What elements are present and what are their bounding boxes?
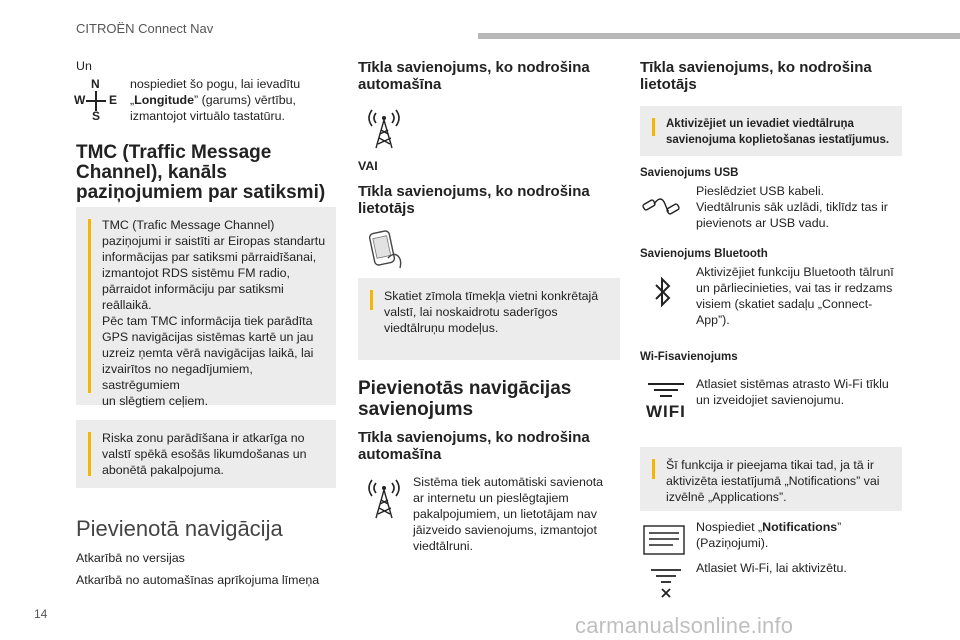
function-box bbox=[640, 447, 902, 511]
notifications-line1: Nospiediet „Notifications” bbox=[696, 520, 842, 534]
accent-bar bbox=[88, 219, 91, 393]
compat-box-text bbox=[384, 288, 612, 336]
wifi-line: Atlasiet sistēmas atrasto Wi-Fi tīklu bbox=[696, 377, 889, 391]
tmc-box-line: izmantojot RDS sistēmu FM radio, bbox=[102, 266, 290, 280]
function-box-line: izvēlnē „Applications”. bbox=[666, 490, 787, 504]
page-number: 14 bbox=[34, 607, 48, 621]
tmc-box-line: izvairītos no negadījumiem, sastrēgumiem bbox=[102, 362, 253, 392]
compat-box-line: Skatiet zīmola tīmekļa vietni konkrētajā bbox=[384, 289, 599, 303]
wifi-icon bbox=[646, 380, 690, 422]
compass-line1: nospiediet šo pogu, lai ievadītu bbox=[130, 77, 301, 91]
accent-bar bbox=[370, 290, 373, 310]
accent-bar bbox=[88, 432, 91, 476]
usb-label: Savienojums USB bbox=[640, 167, 739, 179]
bluetooth-line: App”). bbox=[696, 313, 730, 327]
tmc-heading: TMC (Traffic Message Channel), kanāls paziņojumiem par satiksmi) bbox=[76, 142, 326, 203]
risk-box-line: abonētā pakalpojuma. bbox=[102, 463, 224, 477]
function-box-line: Šī funkcija ir pieejama tikai tad, ja tā ir bbox=[666, 458, 874, 472]
antenna-icon bbox=[364, 104, 404, 150]
longitude-word: Longitude bbox=[134, 93, 195, 107]
compat-box-line: valstī, lai noskaidrotu saderīgos bbox=[384, 305, 558, 319]
compass-line3: izmantojot virtuālo tastatūru. bbox=[130, 109, 285, 123]
tmc-box-line: Pēc tam TMC informācija tiek parādīta bbox=[102, 314, 313, 328]
auto-connection-line: Sistēma tiek automātiski savienota bbox=[413, 475, 604, 489]
usb-line: pievienots ar USB vadu. bbox=[696, 216, 829, 230]
tmc-box-line: informācijas par satiksmi pārraidīšanai, bbox=[102, 250, 317, 264]
col2-heading-3: Tīkla savienojums, ko nodrošina automašīna bbox=[358, 429, 590, 463]
compass-w: W bbox=[74, 93, 86, 107]
auto-connection-line: pakalpojumiem, un lietotājam nav bbox=[413, 507, 597, 521]
tmc-box-line: reāllaikā. bbox=[102, 298, 152, 312]
notifications-word: Notifications bbox=[762, 520, 838, 534]
wifi-label: Wi-Fisavienojums bbox=[640, 351, 738, 363]
col2-heading-2: Tīkla savienojums, ko nodrošina lietotājs bbox=[358, 183, 590, 217]
section-heading: Pievienotās navigācijas savienojums bbox=[358, 378, 572, 420]
risk-info-box bbox=[76, 420, 336, 488]
notifications-icon bbox=[643, 525, 685, 555]
bluetooth-text bbox=[696, 264, 906, 328]
nav-line-1: Atkarībā no versijas bbox=[76, 551, 185, 565]
wifi-icon-text: WIFI bbox=[646, 402, 686, 421]
tmc-box-line: uzreiz ņemta vērā navigācijas laikā, lai bbox=[102, 346, 314, 360]
auto-connection-line: ar internetu un pieslēgtajiem bbox=[413, 491, 569, 505]
wifi-line: un izveidojiet savienojumu. bbox=[696, 393, 845, 407]
compatibility-box bbox=[358, 278, 620, 360]
usb-cable-icon bbox=[641, 192, 681, 222]
watermark: carmanualsonline.info bbox=[575, 613, 794, 638]
notifications-line2: (Paziņojumi). bbox=[696, 536, 769, 550]
compass-e: E bbox=[109, 93, 118, 107]
tmc-box-line: GPS navigācijas sistēmas kartē un jau bbox=[102, 330, 314, 344]
function-box-text bbox=[666, 457, 894, 505]
header-bar bbox=[478, 33, 960, 39]
tmc-info-box bbox=[76, 207, 336, 408]
activate-box bbox=[640, 106, 902, 156]
or-text: VAI bbox=[358, 159, 378, 173]
risk-box-line: Riska zonu parādīšana ir atkarīga no bbox=[102, 431, 305, 445]
activate-box-line: Aktivizējiet un ievadiet viedtālruņa bbox=[666, 118, 854, 130]
col2-heading-1: Tīkla savienojums, ko nodrošina automašīna bbox=[358, 59, 590, 93]
un-text: Un bbox=[76, 59, 92, 73]
accent-bar bbox=[652, 118, 655, 136]
tmc-box-line: TMC (Trafic Message Channel) bbox=[102, 218, 275, 232]
tmc-box-line: paziņojumi ir saistīti ar Eiropas standartu bbox=[102, 234, 326, 248]
tmc-box-line: pārraidot informāciju par satiksmi bbox=[102, 282, 284, 296]
auto-connection-line: viedtālruni. bbox=[413, 539, 473, 553]
wifi-text bbox=[696, 376, 906, 408]
tmc-box-text bbox=[102, 217, 328, 409]
header-title: CITROËN Connect Nav bbox=[76, 21, 214, 36]
bluetooth-label: Savienojums Bluetooth bbox=[640, 248, 768, 260]
usb-text bbox=[696, 183, 906, 231]
accent-bar bbox=[652, 459, 655, 479]
activate-box-text bbox=[666, 116, 894, 148]
antenna-icon bbox=[364, 474, 404, 520]
bluetooth-line: Aktivizējiet funkciju Bluetooth tālrunī bbox=[696, 265, 894, 279]
bluetooth-icon bbox=[653, 276, 673, 308]
wifi-activate-text: Atlasiet Wi-Fi, lai aktivizētu. bbox=[696, 561, 847, 575]
notifications-text bbox=[696, 519, 906, 551]
auto-connection-text bbox=[413, 474, 618, 554]
col3-heading-1: Tīkla savienojums, ko nodrošina lietotājs bbox=[640, 59, 872, 93]
compass-line2: „Longitude” (garums) vērtību, bbox=[130, 93, 296, 107]
smartphone-hand-icon bbox=[364, 228, 408, 272]
risk-box-text bbox=[102, 430, 328, 478]
nav-heading: Pievienotā navigācija bbox=[76, 516, 283, 541]
compass-s: S bbox=[92, 109, 101, 123]
bluetooth-line: visiem (skatiet sadaļu „Connect- bbox=[696, 297, 873, 311]
activate-box-line: savienojuma koplietošanas iestatījumus. bbox=[666, 134, 890, 146]
auto-connection-line: jāizveido savienojums, izmantojot bbox=[413, 523, 597, 537]
compass-n: N bbox=[91, 77, 100, 91]
compass-icon bbox=[74, 77, 118, 123]
bluetooth-line: un pārliecinieties, vai tas ir redzams bbox=[696, 281, 893, 295]
wifi-off-icon bbox=[649, 566, 683, 600]
compat-box-line: viedtālruņu modeļus. bbox=[384, 321, 499, 335]
usb-line: Pieslēdziet USB kabeli. bbox=[696, 184, 825, 198]
compass-description bbox=[130, 76, 330, 124]
usb-line: Viedtālrunis sāk uzlādi, tiklīdz tas ir bbox=[696, 200, 888, 214]
tmc-box-line: un slēgtiem ceļiem. bbox=[102, 394, 209, 408]
risk-box-line: valstī spēkā esošās likumdošanas un bbox=[102, 447, 307, 461]
function-box-line: aktivizēta iestatījumā „Notifications” vai bbox=[666, 474, 880, 488]
nav-line-2: Atkarībā no automašīnas aprīkojuma līmeņa bbox=[76, 573, 320, 587]
